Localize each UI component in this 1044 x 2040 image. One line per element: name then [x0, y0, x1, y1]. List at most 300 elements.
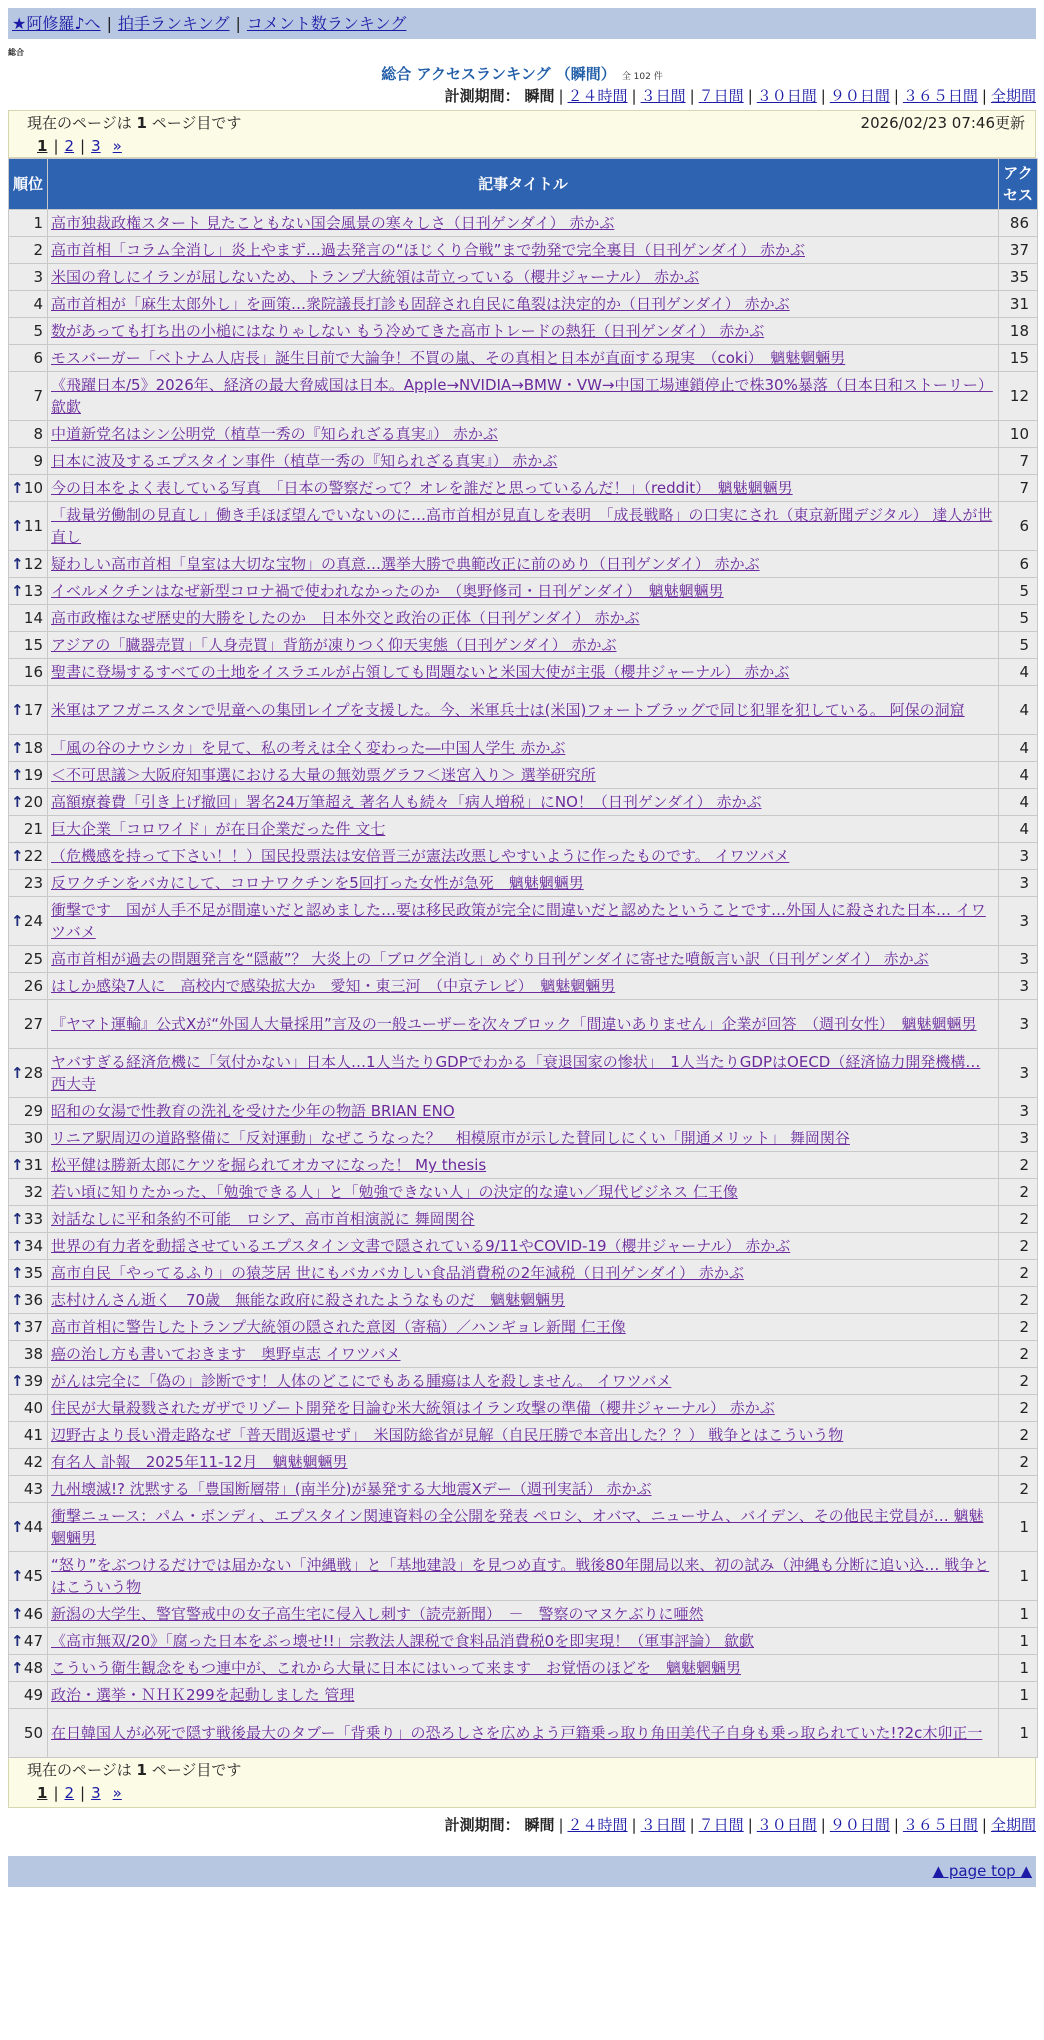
title-cell: [48, 1125, 998, 1151]
article-link[interactable]: 衝撃ニュース：パム・ボンディ、エプスタイン関連資料の全公開を発表 ペロシ、オバマ、ニューサム、バイデン、その他民主党員が… 魑魅魍魎男: [51, 1507, 984, 1547]
article-link[interactable]: 聖書に登場するすべての土地をイスラエルが占領しても問題ないと米国大使が主張（櫻井ジャーナル） 赤かぶ: [51, 663, 790, 681]
rank-number: 19: [23, 766, 43, 784]
table-row: [9, 735, 1037, 761]
period-90d[interactable]: ９０日間: [829, 87, 890, 105]
rank-cell: [9, 843, 47, 869]
rank-number: 46: [23, 1605, 43, 1623]
article-link[interactable]: モスバーガー「ベトナム人店長」誕生目前で大論争！不買の嵐、その真相と日本が直面する現実 （coki） 魑魅魍魎男: [51, 349, 846, 367]
rank-number: 2: [33, 241, 43, 259]
rank-cell: [9, 1000, 47, 1048]
access-count: 3: [999, 973, 1037, 999]
access-count: 5: [999, 578, 1037, 604]
rank-number: 17: [23, 701, 43, 719]
period-3d[interactable]: ３日間: [640, 87, 686, 105]
next-page-link[interactable]: »: [112, 1784, 122, 1802]
rank-number: 50: [23, 1724, 43, 1742]
table-row: [9, 1125, 1037, 1151]
rank-number: 42: [23, 1453, 43, 1471]
rank-cell: [9, 1395, 47, 1421]
article-link[interactable]: 衝撃です 国が人手不足が間違いだと認めました…要は移民政策が完全に間違いだと認めたということです…外国人に殺された日本… イワツバメ: [51, 901, 986, 941]
table-row: [9, 843, 1037, 869]
rank-number: 37: [23, 1318, 43, 1336]
up-arrow-icon: ↑: [11, 766, 24, 784]
page-3-link[interactable]: 3: [91, 1784, 101, 1802]
title-cell: [48, 816, 998, 842]
up-arrow-icon: ↑: [11, 1659, 24, 1677]
next-page-link[interactable]: »: [112, 137, 122, 155]
title-cell: [48, 1314, 998, 1340]
title-cell: [48, 1628, 998, 1654]
article-link[interactable]: ＜不可思議＞大阪府知事選における大量の無効票グラフ＜迷宮入り＞ 選挙研究所: [51, 766, 596, 784]
article-link[interactable]: 若い頃に知りたかった、「勉強できる人」と「勉強できない人」の決定的な違い／現代ビジネス 仁王像: [51, 1183, 738, 1201]
article-link[interactable]: 高市首相に警告したトランプ大統領の隠された意図（寄稿）／ハンギョレ新聞 仁王像: [51, 1318, 626, 1336]
title-cell: [48, 372, 998, 420]
table-row: [9, 448, 1037, 474]
title-cell: [48, 578, 998, 604]
title-cell: [48, 237, 998, 263]
access-count: 7: [999, 475, 1037, 501]
rank-cell: [9, 1601, 47, 1627]
article-link[interactable]: 《高市無双/20》「腐った日本をぶっ壊せ!!」宗教法人課税で食料品消費税0を即実現！（軍事評論） 歙歔: [51, 1632, 754, 1650]
rank-cell: [9, 1552, 47, 1600]
rank-cell: [9, 264, 47, 290]
title-cell: [48, 475, 998, 501]
rank-number: 26: [23, 977, 43, 995]
access-count: 3: [999, 1125, 1037, 1151]
page-3-link[interactable]: 3: [91, 137, 101, 155]
title-cell: [48, 1552, 998, 1600]
access-count: 1: [999, 1682, 1037, 1708]
period-30d[interactable]: ３０日間: [756, 1816, 817, 1834]
table-row: [9, 551, 1037, 577]
table-row: [9, 578, 1037, 604]
up-arrow-icon: ↑: [11, 1210, 24, 1228]
access-count: 1: [999, 1709, 1037, 1757]
table-row: [9, 632, 1037, 658]
access-count: 2: [999, 1260, 1037, 1286]
rank-number: 25: [23, 950, 43, 968]
rank-number: 45: [23, 1567, 43, 1585]
period-30d[interactable]: ３０日間: [756, 87, 817, 105]
rank-number: 15: [23, 636, 43, 654]
access-count: 2: [999, 1287, 1037, 1313]
period-current: 瞬間: [524, 1816, 555, 1834]
up-arrow-icon: ↑: [11, 1291, 24, 1309]
access-count: 3: [999, 843, 1037, 869]
table-row: [9, 1552, 1037, 1600]
rank-cell: [9, 897, 47, 945]
rank-number: 6: [33, 349, 43, 367]
access-count: 1: [999, 1601, 1037, 1627]
title-cell: [48, 1368, 998, 1394]
column-header-access: アクセス: [999, 159, 1037, 209]
table-row: [9, 1709, 1037, 1757]
title-cell: [48, 1655, 998, 1681]
article-link[interactable]: 在日韓国人が必死で隠す戦後最大のタブー「背乗り」の恐ろしさを広めよう戸籍乗っ取り角田美代子自身も乗っ取られていた!?2c木卯正一: [51, 1724, 983, 1742]
rank-number: 27: [23, 1015, 43, 1033]
table-row: [9, 237, 1037, 263]
table-row: [9, 789, 1037, 815]
rank-cell: [9, 735, 47, 761]
rank-cell: [9, 1260, 47, 1286]
title-cell: [48, 1341, 998, 1367]
title-cell: [48, 735, 998, 761]
table-row: [9, 686, 1037, 734]
title-cell: [48, 1422, 998, 1448]
article-link[interactable]: 日本に波及するエプスタイン事件（植草一秀の『知られざる真実』） 赤かぶ: [51, 452, 558, 470]
rank-number: 7: [33, 387, 43, 405]
period-selector-bottom: 計測期間： 瞬間 | ２４時間 | ３日間 | ７日間 | ３０日間 | ９０日間 | ３６５日間 | 全期間: [444, 1816, 1036, 1834]
article-link[interactable]: 高市政権はなぜ歴史的大勝をしたのか 日本外交と政治の正体（日刊ゲンダイ） 赤かぶ: [51, 609, 640, 627]
table-row: [9, 1152, 1037, 1178]
rank-cell: [9, 237, 47, 263]
rank-number: 28: [23, 1064, 43, 1082]
top-nav-bar: [8, 8, 1036, 39]
article-link[interactable]: 高市首相が「麻生太郎外し」を画策…衆院議長打診も固辞され自民に亀裂は決定的か（日刊ゲンダイ） 赤かぶ: [51, 295, 790, 313]
page-info-bottom: [8, 1758, 1036, 1808]
article-link[interactable]: 有名人 訃報 2025年11-12月 魑魅魍魎男: [51, 1453, 348, 1471]
article-link[interactable]: はしか感染7人に 高校内で感染拡大か 愛知・東三河 （中京テレビ） 魑魅魍魎男: [51, 977, 616, 995]
up-arrow-icon: ↑: [11, 1318, 24, 1336]
article-link[interactable]: リニア駅周辺の道路整備に「反対運動」なぜこうなった？ 相模原市が示した賛同しにくい「開通メリット」 舞岡関谷: [51, 1129, 850, 1147]
title-cell: [48, 1049, 998, 1097]
rank-cell: [9, 421, 47, 447]
rank-number: 47: [23, 1632, 43, 1650]
period-7d[interactable]: ７日間: [698, 1816, 744, 1834]
article-link[interactable]: 『ヤマト運輸』公式Xが“外国人大量採用”言及の一般ユーザーを次々ブロック「間違いありません」企業が回答 （週刊女性） 魑魅魍魎男: [51, 1015, 977, 1033]
table-row: [9, 291, 1037, 317]
table-row: [9, 421, 1037, 447]
table-row: [9, 1049, 1037, 1097]
period-7d[interactable]: ７日間: [698, 87, 744, 105]
access-count: 37: [999, 237, 1037, 263]
table-row: [9, 210, 1037, 236]
access-count: 2: [999, 1476, 1037, 1502]
table-row: [9, 946, 1037, 972]
article-link[interactable]: こういう衛生観念をもつ連中が、これから大量に日本にはいって来ます お覚悟のほどを 魑魅魍魎男: [51, 1659, 742, 1677]
rank-number: 48: [23, 1659, 43, 1677]
rank-cell: [9, 448, 47, 474]
article-link[interactable]: 《飛躍日本/5》2026年、経済の最大脅威国は日本。Apple→NVIDIA→BMW・VW→中国工場連鎖停止で株30%暴落（日本日和ストーリー） 歙歔: [51, 376, 993, 416]
nav-separator: |: [235, 14, 241, 33]
table-row: [9, 870, 1037, 896]
access-count: 1: [999, 1655, 1037, 1681]
access-count: 12: [999, 372, 1037, 420]
title-cell: [48, 421, 998, 447]
nav-link-clap-ranking[interactable]: 拍手ランキング: [117, 14, 230, 33]
access-count: 2: [999, 1233, 1037, 1259]
rank-number: 10: [23, 479, 43, 497]
article-link[interactable]: イベルメクチンはなぜ新型コロナ禍で使われなかったのか （奥野修司・日刊ゲンダイ） 魑魅魍魎男: [51, 582, 724, 600]
period-24h[interactable]: ２４時間: [567, 87, 628, 105]
title-cell: [48, 1476, 998, 1502]
access-count: 3: [999, 1098, 1037, 1124]
up-arrow-icon: ↑: [11, 1518, 24, 1536]
article-link[interactable]: 中道新党名はシン公明党（植草一秀の『知られざる真実』） 赤かぶ: [51, 425, 498, 443]
article-link[interactable]: 新潟の大学生、警官警戒中の女子高生宅に侵入し刺す（読売新聞） － 警察のマヌケぶりに唖然: [51, 1605, 704, 1623]
rank-cell: [9, 1655, 47, 1681]
nav-separator: |: [106, 14, 112, 33]
nav-link-comment-ranking[interactable]: コメント数ランキング: [246, 14, 407, 33]
column-header-title: 記事タイトル: [48, 159, 998, 209]
article-link[interactable]: 世界の有力者を動揺させているエプスタイン文書で隠されている9/11やCOVID-19（櫻井ジャーナル） 赤かぶ: [51, 1237, 791, 1255]
article-link[interactable]: 高市独裁政権スタート 見たこともない国会風景の寒々しさ（日刊ゲンダイ） 赤かぶ: [51, 214, 615, 232]
title-cell: [48, 897, 998, 945]
title-cell: [48, 1395, 998, 1421]
table-row: [9, 1395, 1037, 1421]
access-count: 2: [999, 1314, 1037, 1340]
access-count: 6: [999, 502, 1037, 550]
rank-cell: [9, 870, 47, 896]
rank-cell: [9, 1206, 47, 1232]
up-arrow-icon: ↑: [11, 1156, 24, 1174]
article-link[interactable]: 高額療養費「引き上げ撤回」署名24万筆超え 著名人も続々「病人増税」にNO！（日刊ゲンダイ） 赤かぶ: [51, 793, 762, 811]
table-row: [9, 345, 1037, 371]
page-1-current: 1: [37, 137, 48, 155]
total-count: 全 102 件: [621, 72, 663, 82]
rank-cell: [9, 659, 47, 685]
up-arrow-icon: ↑: [11, 739, 24, 757]
page-2-link[interactable]: 2: [64, 137, 75, 155]
access-count: 5: [999, 632, 1037, 658]
access-count: 6: [999, 551, 1037, 577]
period-label: 計測期間：: [444, 87, 520, 105]
period-current: 瞬間: [524, 87, 555, 105]
article-link[interactable]: 高市首相「コラム全消し」炎上やまず…過去発言の“ほじくり合戦”まで勃発で完全裏目（日刊ゲンダイ） 赤かぶ: [51, 241, 805, 259]
rank-number: 31: [23, 1156, 43, 1174]
article-link[interactable]: 癌の治し方も書いておきます 奥野卓志 イワツバメ: [51, 1345, 401, 1363]
title-cell: [48, 605, 998, 631]
table-row: [9, 1206, 1037, 1232]
title-cell: [48, 1179, 998, 1205]
rank-cell: [9, 789, 47, 815]
table-row: [9, 318, 1037, 344]
rank-cell: [9, 816, 47, 842]
rank-number: 11: [23, 517, 43, 535]
period-365d[interactable]: ３６５日間: [902, 1816, 978, 1834]
rank-cell: [9, 372, 47, 420]
article-link[interactable]: 米軍はアフガニスタンで児童への集団レイプを支援した。今、米軍兵士は(米国)フォートブラッグで同じ犯罪を犯している。 阿保の洞窟: [51, 701, 965, 719]
title-cell: [48, 946, 998, 972]
rank-cell: [9, 605, 47, 631]
article-link[interactable]: アジアの「臓器売買」「人身売買」背筋が凍りつく仰天実態（日刊ゲンダイ） 赤かぶ: [51, 636, 617, 654]
access-count: 3: [999, 870, 1037, 896]
pagination-bottom: 1 | 2 | 3 »: [37, 1784, 122, 1802]
table-row: [9, 897, 1037, 945]
title-cell: [48, 345, 998, 371]
rank-number: 1: [33, 214, 43, 232]
access-count: 4: [999, 735, 1037, 761]
period-3d[interactable]: ３日間: [640, 1816, 686, 1834]
up-arrow-icon: ↑: [11, 1372, 24, 1390]
access-count: 2: [999, 1422, 1037, 1448]
access-count: 4: [999, 659, 1037, 685]
title-cell: [48, 789, 998, 815]
access-count: 2: [999, 1341, 1037, 1367]
article-link[interactable]: 巨大企業「コロワイド」が在日企業だった件 文七: [51, 820, 386, 838]
article-link[interactable]: がんは完全に「偽の」診断です！人体のどこにでもある腫瘍は人を殺しません。 イワツバメ: [51, 1372, 672, 1390]
title-cell: [48, 1260, 998, 1286]
rank-cell: [9, 1476, 47, 1502]
article-link[interactable]: 志村けんさん逝く 70歳 無能な政府に殺されたようなものだ 魑魅魍魎男: [51, 1291, 566, 1309]
rank-cell: [9, 318, 47, 344]
rank-number: 8: [33, 425, 43, 443]
page-top-link[interactable]: ▲ page top ▲: [932, 1862, 1032, 1880]
title-cell: [48, 502, 998, 550]
pagination-top: 1 | 2 | 3 »: [37, 137, 122, 155]
rank-cell: [9, 762, 47, 788]
title-cell: [48, 1682, 998, 1708]
up-arrow-icon: ↑: [11, 701, 24, 719]
ranking-table: [8, 158, 1038, 1758]
rank-number: 20: [23, 793, 43, 811]
rank-cell: [9, 1449, 47, 1475]
access-count: 15: [999, 345, 1037, 371]
access-count: 18: [999, 318, 1037, 344]
page-2-link[interactable]: 2: [64, 1784, 75, 1802]
title-cell: [48, 1287, 998, 1313]
access-count: 4: [999, 762, 1037, 788]
period-label: 計測期間：: [444, 1816, 520, 1834]
category-label: 総合: [8, 48, 24, 57]
rank-cell: [9, 1341, 47, 1367]
page-title: 総合 アクセスランキング （瞬間）: [381, 65, 616, 83]
rank-cell: [9, 291, 47, 317]
table-row: [9, 762, 1037, 788]
footer-bar: [8, 1856, 1036, 1887]
access-count: 2: [999, 1179, 1037, 1205]
table-row: [9, 502, 1037, 550]
column-header-rank: 順位: [9, 159, 47, 209]
table-row: [9, 816, 1037, 842]
table-row: [9, 1655, 1037, 1681]
rank-cell: [9, 1709, 47, 1757]
article-link[interactable]: 数があっても打ち出の小槌にはなりゃしない もう冷めてきた高市トレードの熱狂（日刊ゲンダイ） 赤かぶ: [51, 322, 765, 340]
rank-cell: [9, 578, 47, 604]
up-arrow-icon: ↑: [11, 1064, 24, 1082]
article-link[interactable]: 九州壊滅!? 沈黙する「豊国断層帯」(南半分)が暴発する大地震Xデー（週刊実話） 赤かぶ: [51, 1480, 652, 1498]
article-link[interactable]: 住民が大量殺戮されたガザでリゾート開発を目論む米大統領はイラン攻撃の準備（櫻井ジャーナル） 赤かぶ: [51, 1399, 775, 1417]
article-link[interactable]: 昭和の女湯で性教育の洗礼を受けた少年の物語 BRIAN ENO: [51, 1102, 455, 1120]
rank-cell: [9, 1628, 47, 1654]
page-1-current: 1: [37, 1784, 48, 1802]
article-link[interactable]: ヤバすぎる経済危機に「気付かない」日本人…1人当たりGDPでわかる「衰退国家の惨状」 1人当たりGDPはOECD（経済協力開発機構… 西大寺: [51, 1053, 981, 1093]
table-row: [9, 1287, 1037, 1313]
title-cell: [48, 264, 998, 290]
rank-cell: [9, 1287, 47, 1313]
article-link[interactable]: 今の日本をよく表している写真 「日本の警察だって？オレを誰だと思っているんだ！」（reddit） 魑魅魍魎男: [51, 479, 793, 497]
table-row: [9, 1601, 1037, 1627]
access-count: 3: [999, 1049, 1037, 1097]
rank-cell: [9, 1098, 47, 1124]
period-365d[interactable]: ３６５日間: [902, 87, 978, 105]
rank-number: 24: [23, 912, 43, 930]
nav-link-ashura[interactable]: ★阿修羅♪へ: [12, 14, 101, 33]
title-cell: [48, 1709, 998, 1757]
title-cell: [48, 448, 998, 474]
up-arrow-icon: ↑: [11, 1237, 24, 1255]
table-row: [9, 1233, 1037, 1259]
access-count: 3: [999, 897, 1037, 945]
rank-number: 34: [23, 1237, 43, 1255]
rank-number: 36: [23, 1291, 43, 1309]
up-arrow-icon: ↑: [11, 1264, 24, 1282]
period-all[interactable]: 全期間: [990, 1816, 1036, 1834]
up-arrow-icon: ↑: [11, 1632, 24, 1650]
article-link[interactable]: 「風の谷のナウシカ」を見て、私の考えは全く変わった―中国人学生 赤かぶ: [51, 739, 566, 757]
table-row: [9, 1314, 1037, 1340]
rank-cell: [9, 1125, 47, 1151]
rank-number: 18: [23, 739, 43, 757]
rank-cell: [9, 632, 47, 658]
access-count: 10: [999, 421, 1037, 447]
rank-number: 4: [33, 295, 43, 313]
title-cell: [48, 1601, 998, 1627]
rank-cell: [9, 502, 47, 550]
rank-cell: [9, 475, 47, 501]
access-count: 3: [999, 1000, 1037, 1048]
table-row: [9, 1476, 1037, 1502]
table-row: [9, 1449, 1037, 1475]
article-link[interactable]: 米国の脅しにイランが屈しないため、トランプ大統領は苛立っている（櫻井ジャーナル） 赤かぶ: [51, 268, 700, 286]
period-selector-top: 計測期間： 瞬間 | ２４時間 | ３日間 | ７日間 | ３０日間 | ９０日間 | ３６５日間 | 全期間: [444, 87, 1036, 105]
up-arrow-icon: ↑: [11, 1567, 24, 1585]
article-link[interactable]: 政治・選挙・ＮＨＫ299を起動しました 管理: [51, 1686, 355, 1704]
access-count: 1: [999, 1628, 1037, 1654]
title-cell: [48, 870, 998, 896]
article-link[interactable]: 辺野古より長い滑走路なぜ「普天間返還せず」 米国防総省が見解（自民圧勝で本音出した？？） 戦争とはこういう物: [51, 1426, 844, 1444]
current-page-text: 現在のページは 1 ページ目です: [27, 114, 242, 132]
article-link[interactable]: （危機感を持って下さい！！）国民投票法は安倍晋三が憲法改悪しやすいように作ったものです。 イワツバメ: [51, 847, 790, 865]
title-cell: [48, 318, 998, 344]
period-24h[interactable]: ２４時間: [567, 1816, 628, 1834]
access-count: 35: [999, 264, 1037, 290]
article-link[interactable]: 「裁量労働制の見直し」働き手ほぼ望んでいないのに…高市首相が見直しを表明 「成長戦略」の口実にされ（東京新聞デジタル） 達人が世直し: [51, 506, 993, 546]
rank-number: 3: [33, 268, 43, 286]
rank-number: 41: [23, 1426, 43, 1444]
article-link[interactable]: 高市自民「やってるふり」の猿芝居 世にもバカバカしい食品消費税の2年減税（日刊ゲンダイ） 赤かぶ: [51, 1264, 744, 1282]
rank-number: 32: [23, 1183, 43, 1201]
table-row: [9, 372, 1037, 420]
access-count: 4: [999, 789, 1037, 815]
period-all[interactable]: 全期間: [990, 87, 1036, 105]
table-row: [9, 1341, 1037, 1367]
table-row: [9, 1098, 1037, 1124]
rank-cell: [9, 551, 47, 577]
rank-cell: [9, 345, 47, 371]
article-link[interactable]: 反ワクチンをバカにして、コロナワクチンを5回打った女性が急死 魑魅魍魎男: [51, 874, 584, 892]
up-arrow-icon: ↑: [11, 555, 24, 573]
period-90d[interactable]: ９０日間: [829, 1816, 890, 1834]
table-row: [9, 1628, 1037, 1654]
title-cell: [48, 1206, 998, 1232]
article-link[interactable]: 高市首相が過去の問題発言を“隠蔽”？ 大炎上の「ブログ全消し」めぐり日刊ゲンダイに寄せた噴飯言い訳（日刊ゲンダイ） 赤かぶ: [51, 950, 929, 968]
article-link[interactable]: “怒り”をぶつけるだけでは届かない「沖縄戦」と「基地建設」を見つめ直す。戦後80年開局以来、初の試み（沖縄も分断に追い込… 戦争とはこういう物: [51, 1556, 990, 1596]
article-link[interactable]: 対話なしに平和条約不可能 ロシア、高市首相演説に 舞岡関谷: [51, 1210, 475, 1228]
rank-cell: [9, 686, 47, 734]
rank-number: 38: [23, 1345, 43, 1363]
article-link[interactable]: 疑わしい高市首相「皇室は大切な宝物」の真意…選挙大勝で典範改正に前のめり（日刊ゲンダイ） 赤かぶ: [51, 555, 760, 573]
access-count: 5: [999, 605, 1037, 631]
page-info-top: [8, 110, 1036, 158]
up-arrow-icon: ↑: [11, 582, 24, 600]
rank-cell: [9, 1049, 47, 1097]
rank-cell: [9, 1422, 47, 1448]
rank-number: 39: [23, 1372, 43, 1390]
up-arrow-icon: ↑: [11, 912, 24, 930]
article-link[interactable]: 松平健は勝新太郎にケツを掘られてオカマになった！ My thesis: [51, 1156, 487, 1174]
rank-cell: [9, 1233, 47, 1259]
